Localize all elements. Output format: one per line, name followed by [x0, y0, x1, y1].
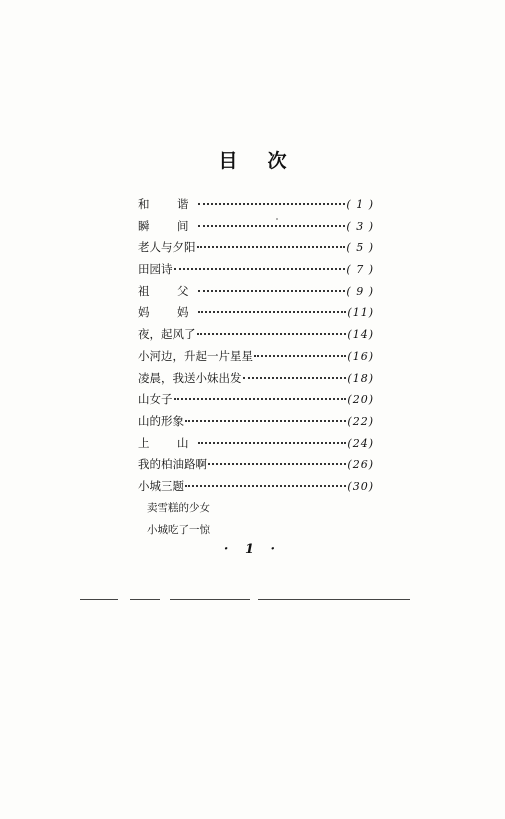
toc-entry-title: 和 谐 — [138, 197, 197, 211]
bottom-rule-segment — [130, 599, 160, 600]
toc-entry — [138, 435, 374, 457]
toc-leader-dots — [198, 225, 346, 227]
toc-entry-title: 老人与夕阳 — [138, 240, 196, 255]
toc-subitem: 小城吃了一惊 — [147, 524, 210, 536]
toc-entry-page: (18) — [347, 371, 374, 385]
toc-entry-title: 妈 妈 — [138, 305, 197, 320]
toc-leader-dots — [198, 442, 347, 444]
toc-entry-page: ( 7 ) — [346, 263, 374, 277]
toc-entry — [138, 283, 374, 305]
toc-title-char-1: 目 — [218, 150, 238, 172]
table-of-contents — [138, 196, 374, 500]
toc-entry-page: ( 9 ) — [346, 284, 374, 298]
toc-title — [0, 146, 505, 173]
bottom-rule-segment — [258, 599, 410, 600]
toc-entry-page: (26) — [347, 458, 374, 472]
toc-entry-page: (20) — [347, 393, 374, 407]
toc-entry-title: 我的柏油路啊 — [138, 457, 207, 472]
toc-entry-title: 山女子 — [138, 392, 173, 407]
page-number: · 1 · — [223, 542, 282, 557]
toc-leader-dots — [208, 463, 346, 465]
toc-entry — [138, 218, 374, 240]
toc-entry — [138, 413, 374, 435]
toc-title-char-2: 次 — [267, 150, 287, 172]
toc-entry-title: 小河边，升起一片星星 — [138, 348, 253, 363]
toc-leader-dots — [185, 420, 346, 422]
toc-entry-page: (11) — [347, 306, 374, 320]
toc-entry — [138, 456, 374, 478]
toc-entry-page: (30) — [347, 479, 374, 493]
toc-leader-dots — [198, 290, 346, 292]
toc-entry-title: 夜，起风了 — [138, 327, 196, 342]
toc-leader-dots — [198, 203, 346, 205]
toc-entry-title: 山的形象 — [138, 413, 184, 428]
toc-leader-dots — [254, 355, 346, 357]
toc-entry-title: 凌晨，我送小妹出发 — [138, 370, 242, 385]
toc-entry-title: 小城三题 — [138, 478, 184, 493]
toc-entry — [138, 239, 374, 261]
toc-entry-title: 田园诗 — [138, 262, 173, 277]
toc-entry — [138, 304, 374, 326]
toc-leader-dots — [197, 333, 347, 335]
bottom-rule-segment — [170, 599, 250, 600]
toc-entry-page: (14) — [347, 328, 374, 342]
toc-entry-title: 瞬 间 — [138, 218, 197, 233]
toc-leader-dots — [197, 246, 346, 248]
toc-entry — [138, 326, 374, 348]
toc-leader-dots — [174, 268, 346, 270]
toc-leader-dots — [198, 311, 347, 313]
scan-speck — [276, 218, 278, 220]
toc-leader-dots — [185, 485, 346, 487]
toc-entry — [138, 391, 374, 413]
toc-entry-title: 上 山 — [138, 435, 197, 450]
toc-entry-page: ( 1 ) — [346, 198, 374, 211]
toc-entry-page: ( 3 ) — [346, 219, 374, 233]
toc-entry-title: 祖 父 — [138, 283, 197, 298]
toc-entry-page: ( 5 ) — [346, 241, 374, 255]
toc-entry — [138, 261, 374, 283]
toc-entry-page: (22) — [347, 414, 374, 428]
toc-entry-page: (16) — [347, 349, 374, 363]
toc-subitem: 卖雪糕的少女 — [147, 502, 210, 514]
toc-leader-dots — [243, 377, 347, 379]
toc-entry-page: (24) — [347, 436, 374, 450]
toc-entry — [138, 478, 374, 500]
toc-entry — [138, 348, 374, 370]
toc-entry — [138, 370, 374, 392]
toc-leader-dots — [174, 398, 347, 400]
toc-entry — [138, 196, 374, 218]
bottom-rule-segment — [80, 599, 118, 600]
